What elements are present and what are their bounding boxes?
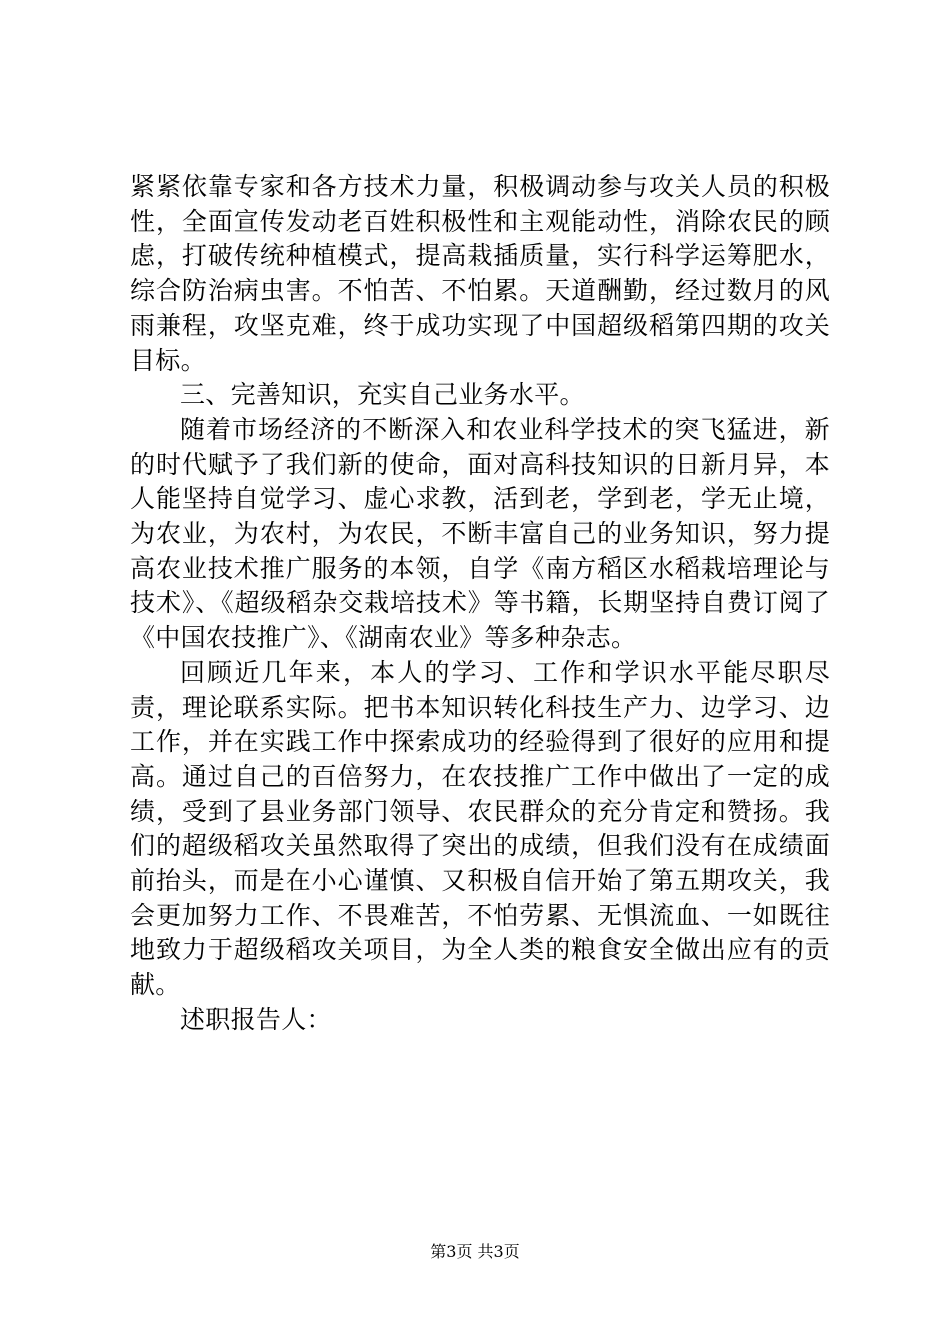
paragraph-continuation: 紧紧依靠专家和各方技术力量，积极调动参与攻关人员的积极性，全面宣传发动老百姓积极性和主观能动性，消除农民的顾虑，打破传统种植模式，提高栽插质量，实行科学运筹肥水，综合防治病虫害。不怕苦、不怕累。天道酬勤，经过数月的风雨兼程，攻坚克难，终于成功实现了中国超级稻第四期的攻关目标。	[130, 172, 830, 375]
document-body	[130, 170, 830, 1038]
reporter-signature-line: 述职报告人：	[180, 1004, 332, 1034]
paragraph-learning: 随着市场经济的不断深入和农业科学技术的突飞猛进，新的时代赋予了我们新的使命，面对高科技知识的日新月异，本人能坚持自觉学习、虚心求教，活到老，学到老，学无止境，为农业，为农村，为农民，不断丰富自己的业务知识，努力提高农业技术推广服务的本领，自学《南方稻区水稻栽培理论与技术》、《超级稻杂交栽培技术》等书籍，长期坚持自费订阅了《中国农技推广》、《湖南农业》等多种杂志。	[130, 414, 830, 653]
section-heading-three: 三、完善知识，充实自己业务水平。	[180, 380, 585, 410]
page-footer: 第3页 共3页	[430, 1242, 520, 1261]
paragraph-review: 回顾近几年来，本人的学习、工作和学识水平能尽职尽责，理论联系实际。把书本知识转化科技生产力、边学习、边工作，并在实践工作中探索成功的经验得到了很好的应用和提高。通过自己的百倍努力，在农技推广工作中做出了一定的成绩，受到了县业务部门领导、农民群众的充分肯定和赞扬。我们的超级稻攻关虽然取得了突出的成绩，但我们没有在成绩面前抬头，而是在小心谨慎、又积极自信开始了第五期攻关，我会更加努力工作、不畏难苦，不怕劳累、无惧流血、一如既往地致力于超级稻攻关项目，为全人类的粮食安全做出应有的贡献。	[130, 657, 830, 1000]
